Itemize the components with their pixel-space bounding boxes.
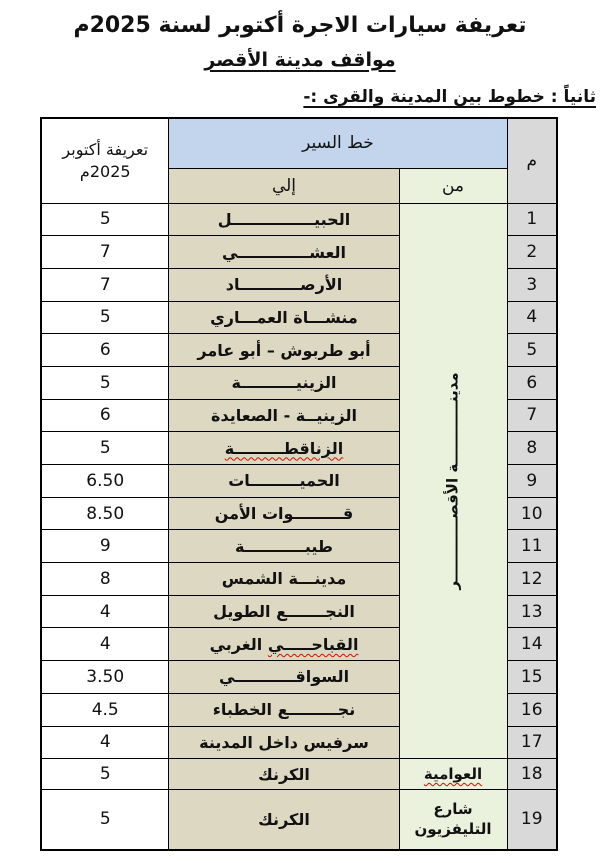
fare-cell: 3.50 — [41, 661, 169, 694]
fare-cell: 7 — [41, 268, 169, 301]
serial-cell: 1 — [507, 203, 557, 236]
serial-cell: 9 — [507, 465, 557, 498]
header-fare-line2: 2025م — [79, 161, 131, 181]
serial-cell: 16 — [507, 693, 557, 726]
serial-cell: 2 — [507, 236, 557, 269]
misspelled-word: الزناقطـــــــــة — [224, 438, 344, 458]
page-subtitle — [0, 46, 600, 74]
fare-cell: 9 — [41, 530, 169, 563]
to-cell: سرفيس داخل المدينة — [169, 726, 399, 759]
fare-cell: 4 — [41, 628, 169, 661]
to-cell: السواقـــــــــــي — [169, 661, 399, 694]
to-cell: نجـــــــــع الخطباء — [169, 693, 399, 726]
vertical-city-label-wrap — [400, 204, 507, 759]
fare-cell: 4 — [41, 595, 169, 628]
to-cell: قـــــــــوات الأمن — [169, 497, 399, 530]
fare-cell: 5 — [41, 432, 169, 465]
from-cell: شارع التليفزيون — [399, 790, 507, 850]
to-cell: النجـــــــع الطويل — [169, 595, 399, 628]
fare-cell: 6 — [41, 334, 169, 367]
fare-cell: 6 — [41, 399, 169, 432]
to-cell: الكرنك — [169, 790, 399, 850]
header-from: من — [399, 168, 507, 203]
misspelled-word: العوامية — [423, 765, 483, 784]
table-row — [41, 759, 557, 790]
table-row — [41, 790, 557, 850]
to-cell: منشـــاة العمـــاري — [169, 301, 399, 334]
to-cell: الزينيــة - الصعايدة — [169, 399, 399, 432]
header-serial: م — [507, 118, 557, 203]
vertical-city-label: مدينــــــــــــة الأقصــــــــــــر — [443, 372, 462, 590]
serial-cell: 13 — [507, 595, 557, 628]
fare-table — [40, 117, 558, 851]
to-cell: طيبـــــــــــة — [169, 530, 399, 563]
to-cell: الحبيـــــــــــــــل — [169, 203, 399, 236]
header-to: إلي — [169, 168, 399, 203]
to-cell — [169, 432, 399, 465]
fare-cell: 5 — [41, 790, 169, 850]
fare-cell: 5 — [41, 759, 169, 790]
to-cell: الزينيــــــــــة — [169, 366, 399, 399]
to-cell-rest: الغربي — [209, 634, 263, 654]
fare-cell: 8 — [41, 563, 169, 596]
section-heading — [0, 84, 596, 110]
page-subtitle-text: مواقف مدينة الأقصر — [204, 49, 396, 71]
serial-cell: 7 — [507, 399, 557, 432]
to-cell — [169, 628, 399, 661]
to-cell: الحميـــــــــات — [169, 465, 399, 498]
table-row — [41, 203, 557, 236]
serial-cell: 6 — [507, 366, 557, 399]
to-cell: مدينـــة الشمس — [169, 563, 399, 596]
from-cell — [399, 759, 507, 790]
section-heading-text: ثانياً : خطوط بين المدينة والقرى :- — [303, 87, 596, 107]
serial-cell: 11 — [507, 530, 557, 563]
header-route-line: خط السير — [169, 118, 507, 168]
misspelled-word: القباحـــــي — [267, 634, 359, 654]
merged-from-cell — [399, 203, 507, 759]
to-cell: الكرنك — [169, 759, 399, 790]
serial-cell: 12 — [507, 563, 557, 596]
serial-cell: 18 — [507, 759, 557, 790]
fare-cell: 6.50 — [41, 465, 169, 498]
fare-cell: 5 — [41, 203, 169, 236]
fare-cell: 5 — [41, 366, 169, 399]
fare-cell: 8.50 — [41, 497, 169, 530]
fare-cell: 7 — [41, 236, 169, 269]
serial-cell: 3 — [507, 268, 557, 301]
serial-cell: 15 — [507, 661, 557, 694]
fare-cell: 4.5 — [41, 693, 169, 726]
serial-cell: 17 — [507, 726, 557, 759]
fare-cell: 4 — [41, 726, 169, 759]
serial-cell: 4 — [507, 301, 557, 334]
header-fare-line1: تعريفة أكتوبر — [62, 139, 149, 159]
to-cell: أبو طربوش – أبو عامر — [169, 334, 399, 367]
fare-cell: 5 — [41, 301, 169, 334]
serial-cell: 5 — [507, 334, 557, 367]
serial-cell: 19 — [507, 790, 557, 850]
page-title: تعريفة سيارات الاجرة أكتوبر لسنة 2025م — [73, 13, 527, 38]
to-cell: العشـــــــــــــي — [169, 236, 399, 269]
serial-cell: 14 — [507, 628, 557, 661]
serial-cell: 8 — [507, 432, 557, 465]
table-header-row-1 — [41, 118, 557, 168]
to-cell: الأرصـــــــــــاد — [169, 268, 399, 301]
serial-cell: 10 — [507, 497, 557, 530]
header-fare — [41, 118, 169, 203]
